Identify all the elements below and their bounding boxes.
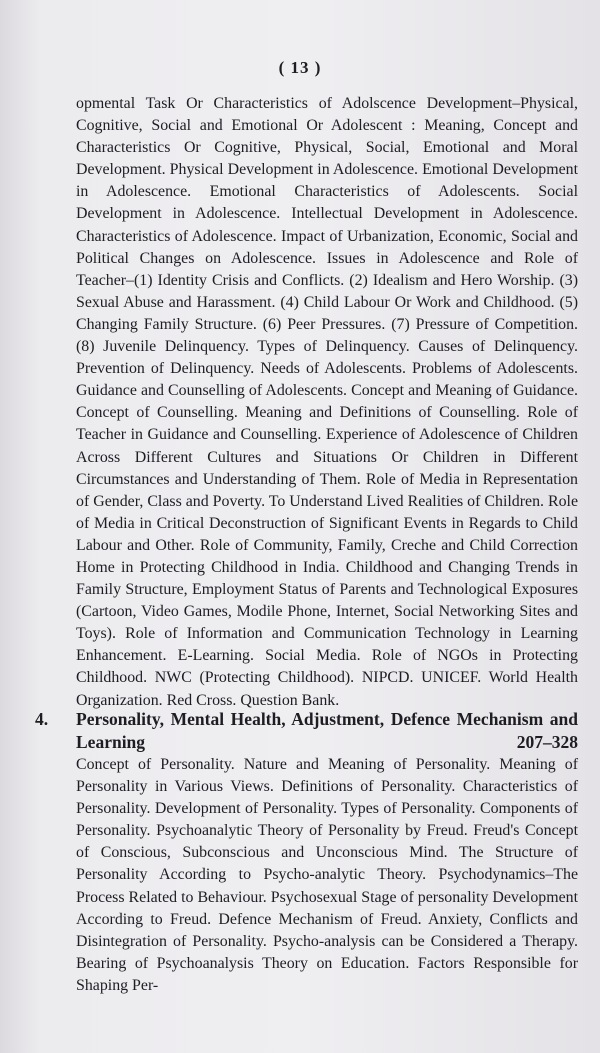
- contents-section-4: [35, 708, 578, 997]
- section-topics-paragraph: Concept of Personality. Nature and Meaning of Personality. Meaning of Personality in Various Views. Definitions of Personality. Characteristics of Personality. Development of Personality. Types of Personality. Components of Personality. Psychoanalytic Theory of Personality by Freud. Freud's Concept of Conscious, Subconscious and Unconscious Mind. The Structure of Personality According to Psycho-analytic Theory. Psychodynamics–The Process Related to Behaviour. Psychosexual Stage of personality Development According to Freud. Defence Mechanism of Freud. Anxiety, Conflicts and Disintegration of Personality. Psycho-analysis can be Considered a Therapy. Bearing of Psychoanalysis Theory on Education. Factors Responsible for Shaping Per-: [76, 756, 578, 994]
- continued-contents-paragraph: opmental Task Or Characteristics of Adolscence Development–Physical, Cognitive, Social and Emotional Or Adolescent : Meaning, Concept and Characteristics Or Cognitive, Physical, Social, Emotional and Moral Development. Physical Development in Adolescence. Emotional Development in Adolescence. Emotional Characteristics of Adolescents. Social Development in Adolescence. Intellectual Development in Adolescence. Characteristics of Adolescence. Impact of Urbanization, Economic, Social and Political Changes on Adolescence. Issues in Adolescence and Role of Teacher–(1) Identity Crisis and Conflicts. (2) Idealism and Hero Worship. (3) Sexual Abuse and Harassment. (4) Child Labour Or Work and Childhood. (5) Changing Family Structure. (6) Peer Pressures. (7) Pressure of Competition. (8) Juvenile Delinquency. Types of Delinquency. Causes of Delinquency. Prevention of Delinquency. Needs of Adolescents. Problems of Adolescents. Guidance and Counselling of Adolescents. Concept and Meaning of Guidance. Concept of Counselling. Meaning and Definitions of Counselling. Role of Teacher in Guidance and Counselling. Experience of Adolescence of Children Across Different Cultures and Situations Or Children in Different Circumstances and Understanding of Them. Role of Media in Representation of Gender, Class and Poverty. To Understand Lived Realities of Children. Role of Media in Critical Deconstruction of Significant Events in Regards to Child Labour and Other. Role of Community, Family, Creche and Child Correction Home in Protecting Childhood in India. Childhood and Changing Trends in Family Structure, Employment Status of Parents and Technological Exposures (Cartoon, Video Games, Modile Phone, Internet, Social Networking Sites and Toys). Role of Information and Communication Technology in Learning Enhancement. E-Learning. Social Media. Role of NGOs in Protecting Childhood. NWC (Protecting Childhood). NIPCD. UNICEF. World Health Organization. Red Cross. Question Bank.: [76, 95, 578, 709]
- section-number: 4.: [35, 709, 49, 729]
- section-title: Personality, Mental Health, Adjustment, Defence Mechanism and Learning: [76, 709, 578, 752]
- section-title-line: [76, 708, 578, 754]
- page-number: ( 13 ): [278, 58, 322, 77]
- section-page-range: 207–328: [516, 732, 578, 752]
